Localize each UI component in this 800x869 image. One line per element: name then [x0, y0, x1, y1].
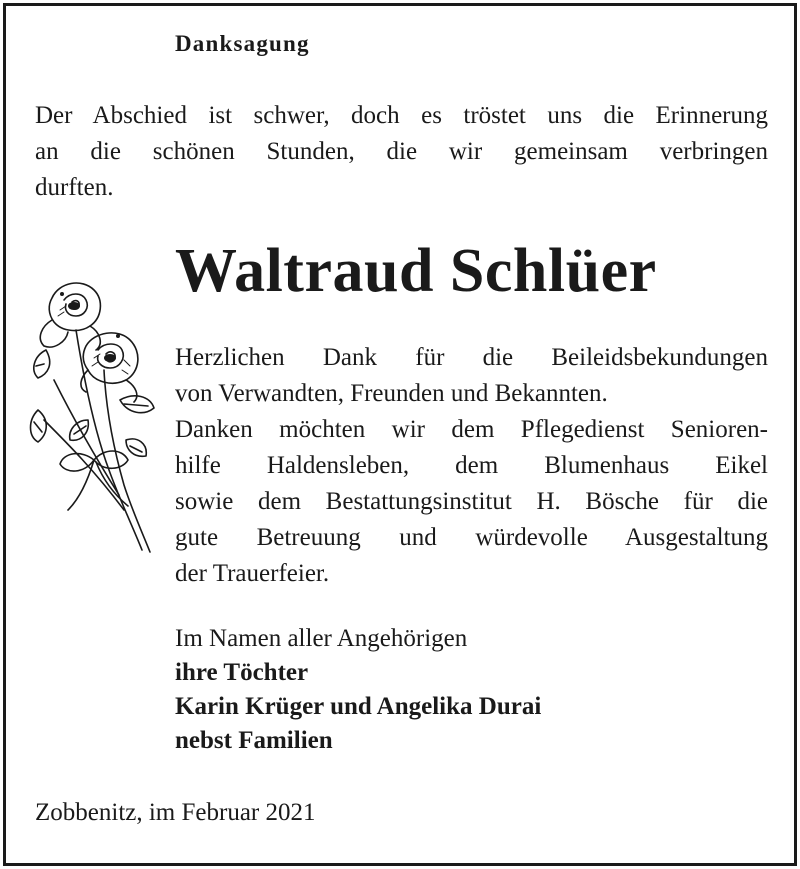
- intro-line: durften.: [35, 174, 114, 201]
- thanks-line: von Verwandten, Freunden und Bekannten.: [175, 380, 608, 407]
- thanks-line: sowie dem Bestattungsinstitut H. Bösche für die: [175, 488, 768, 515]
- signature-intro: Im Namen aller Angehörigen: [175, 625, 468, 652]
- thanks-line: der Trauerfeier.: [175, 560, 330, 587]
- thanks-line: gute Betreuung und würdevolle Ausgestaltung: [175, 524, 768, 551]
- signature-families: nebst Familien: [175, 727, 333, 754]
- intro-line: Der Abschied ist schwer, doch es tröstet uns die Erinnerung: [35, 102, 768, 129]
- signature-block: [175, 622, 541, 758]
- signature-relation: ihre Töchter: [175, 659, 309, 686]
- thanks-line: Herzlichen Dank für die Beileidsbekundungen: [175, 344, 768, 371]
- thanks-line: hilfe Haldensleben, dem Blumenhaus Eikel: [175, 452, 768, 479]
- intro-line: an die schönen Stunden, die wir gemeinsam verbringen: [35, 138, 768, 165]
- thanks-text: [175, 340, 768, 592]
- signature-names: Karin Krüger und Angelika Durai: [175, 693, 542, 720]
- deceased-name: Waltraud Schlüer: [175, 237, 657, 305]
- place-date: Zobbenitz, im Februar 2021: [35, 799, 316, 826]
- thanks-line: Danken möchten wir dem Pflegedienst Senioren-: [175, 416, 768, 443]
- intro-text: [35, 98, 768, 206]
- notice-heading: Danksagung: [175, 31, 310, 56]
- roses-illustration: [24, 270, 164, 560]
